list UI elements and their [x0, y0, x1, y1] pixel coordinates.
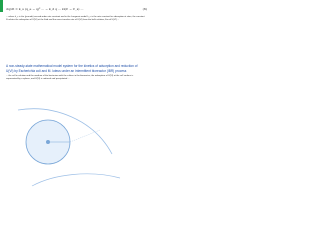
body-paragraph-1: ... where k_s is the (pseudo) second-order rate constant and in the Langmuir model k_s is the rate constant for adsorption at sites; the constant Ω relates the adsorption of U(VI) at the fluid and the mass-transfer rate of U(VI) from the bulk solution; flux of U(VI) ...: [6, 16, 145, 22]
accent-bar: [0, 0, 3, 12]
lower-boundary-arc: [32, 174, 120, 186]
body-paragraph-2: ... the cell in solution and the medium of the bacterium with the culture in the bioreactor; the adsorption of U(VI) at the cell surface is represented by a sphere, and U(VI) is reduced and precipitated ...: [6, 75, 134, 81]
cell-boundary-diagram: [14, 100, 126, 190]
kinetic-formula: [6, 4, 147, 14]
section-title: A non-steady-state mathematical model system for the kinetics of adsorption and reduction of U(VI) by Escherichia coli and M. luteus under an intermittent bioreactor (IBR) process: [6, 64, 138, 73]
equation-number: (6): [142, 7, 147, 11]
formula-text: dq/dt = k_s (q_e − q)² ... − k_d q ... Ω(C − C_s) ...: [6, 7, 84, 11]
flux-line: [70, 130, 100, 142]
